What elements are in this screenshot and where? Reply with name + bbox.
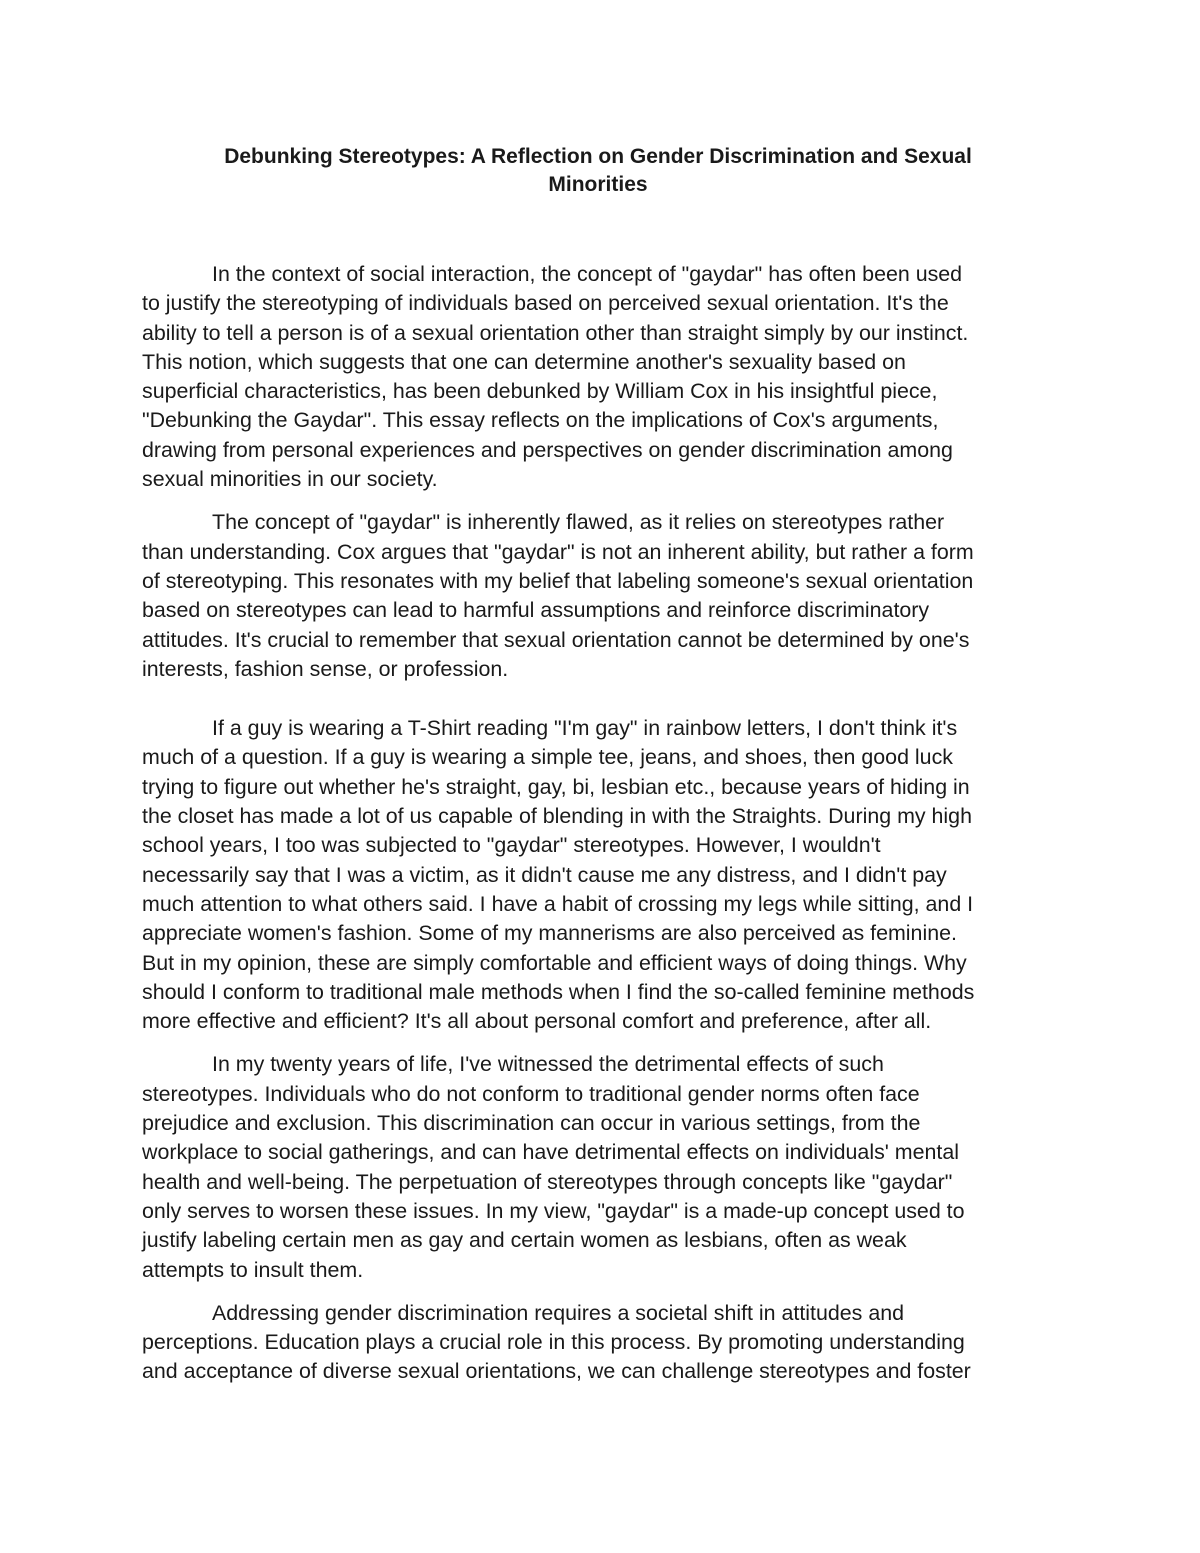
text-line: In my twenty years of life, I've witnessed the detrimental effects of such (212, 1052, 884, 1077)
text-line: appreciate women's fashion. Some of my mannerisms are also perceived as feminine. (142, 921, 957, 946)
title-line: Debunking Stereotypes: A Reflection on Gender Discrimination and Sexual (224, 145, 972, 168)
text-line: more effective and efficient? It's all about personal comfort and preference, after all. (142, 1009, 932, 1034)
text-line: In the context of social interaction, the concept of "gaydar" has often been used (212, 262, 963, 286)
paragraph (142, 1299, 1058, 1387)
text-line: of stereotyping. This resonates with my belief that labeling someone's sexual orientation (142, 568, 974, 593)
text-line: stereotypes. Individuals who do not conform to traditional gender norms often face (142, 1081, 920, 1106)
text-line: drawing from personal experiences and perspectives on gender discrimination among (142, 437, 953, 462)
text-line: This notion, which suggests that one can determine another's sexuality based on (142, 349, 906, 374)
text-line: prejudice and exclusion. This discrimination can occur in various settings, from the (142, 1111, 921, 1136)
text-line: school years, I too was subjected to "gaydar" stereotypes. However, I wouldn't (142, 833, 881, 858)
text-line: health and well-being. The perpetuation of stereotypes through concepts like "gaydar" (142, 1169, 953, 1194)
text-line: justify labeling certain men as gay and certain women as lesbians, often as weak (142, 1228, 907, 1253)
document-body (142, 260, 1058, 1387)
paragraph (142, 260, 1058, 494)
text-line: But in my opinion, these are simply comfortable and efficient ways of doing things. Why (142, 950, 967, 975)
paragraph (142, 714, 1058, 1036)
text-line: If a guy is wearing a T-Shirt reading "I'm gay" in rainbow letters, I don't think it's (212, 716, 958, 741)
text-line: attempts to insult them. (142, 1257, 364, 1282)
text-line: than understanding. Cox argues that "gaydar" is not an inherent ability, but rather a form (142, 539, 974, 564)
text-line: interests, fashion sense, or profession. (142, 656, 509, 681)
title-line: Minorities (548, 173, 648, 196)
text-line: and acceptance of diverse sexual orientations, we can challenge stereotypes and foster (142, 1359, 971, 1384)
text-line: much of a question. If a guy is wearing a simple tee, jeans, and shoes, then good luck (142, 745, 953, 770)
text-line: sexual minorities in our society. (142, 467, 438, 492)
text-line: based on stereotypes can lead to harmful assumptions and reinforce discriminatory (142, 598, 930, 623)
paragraph (142, 1050, 1058, 1284)
text-line: perceptions. Education plays a crucial role in this process. By promoting understanding (142, 1330, 965, 1355)
text-line: superficial characteristics, has been debunked by William Cox in his insightful piece, (142, 379, 938, 404)
text-line: "Debunking the Gaydar". This essay reflects on the implications of Cox's arguments, (142, 408, 939, 433)
text-line: ability to tell a person is of a sexual orientation other than straight simply by our instinct. (142, 320, 969, 345)
document-title (160, 143, 1036, 199)
text-line: the closet has made a lot of us capable of blending in with the Straights. During my high (142, 804, 972, 829)
text-line: trying to figure out whether he's straight, gay, bi, lesbian etc., because years of hiding in (142, 774, 970, 799)
text-line: Addressing gender discrimination requires a societal shift in attitudes and (212, 1300, 905, 1325)
text-line: attitudes. It's crucial to remember that sexual orientation cannot be determined by one's (142, 627, 970, 652)
text-line: to justify the stereotyping of individuals based on perceived sexual orientation. It's the (142, 291, 949, 316)
text-line: The concept of "gaydar" is inherently flawed, as it relies on stereotypes rather (212, 510, 945, 535)
text-line: necessarily say that I was a victim, as it didn't cause me any distress, and I didn't pay (142, 862, 947, 887)
text-line: workplace to social gatherings, and can have detrimental effects on individuals' mental (142, 1140, 960, 1165)
text-line: should I conform to traditional male methods when I find the so-called feminine methods (142, 979, 975, 1004)
text-line: only serves to worsen these issues. In my view, "gaydar" is a made-up concept used to (142, 1198, 965, 1223)
paragraph (142, 508, 1058, 684)
text-line: much attention to what others said. I have a habit of crossing my legs while sitting, and I (142, 891, 974, 916)
